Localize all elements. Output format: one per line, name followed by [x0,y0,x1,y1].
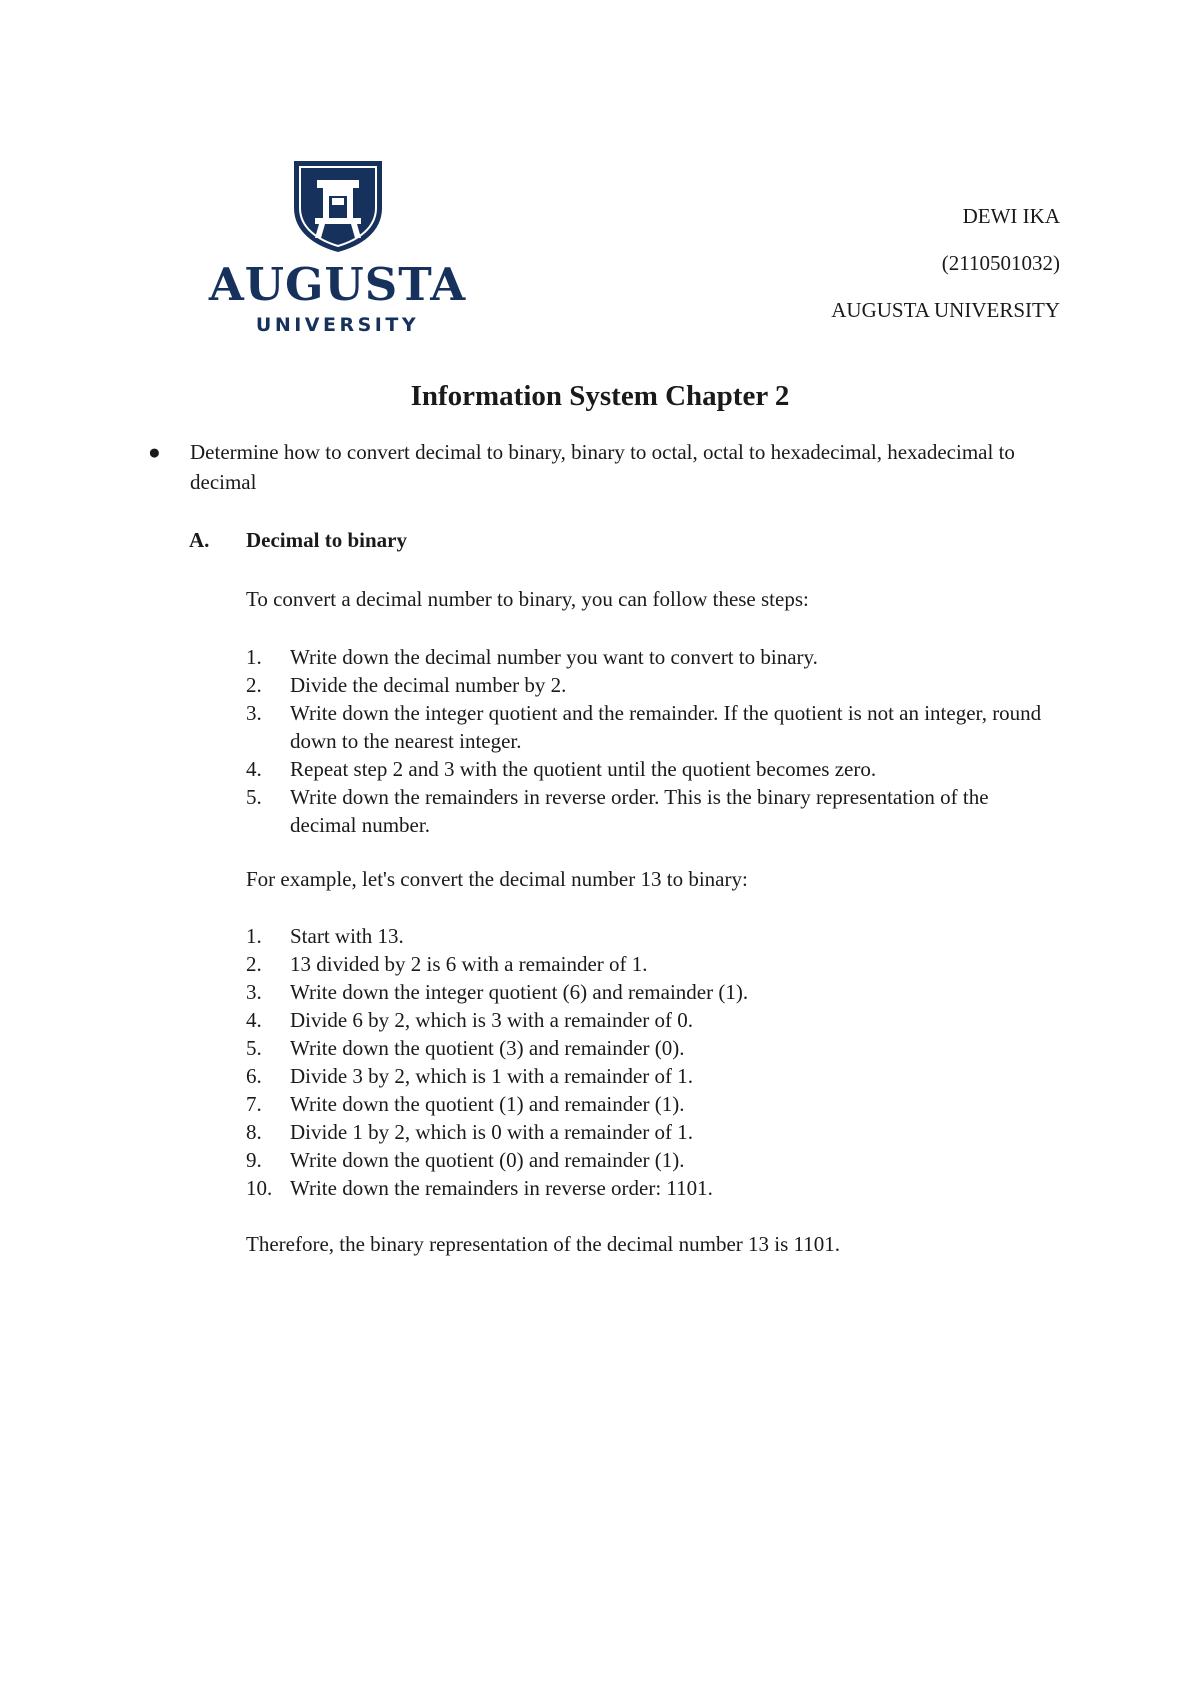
list-number: 5. [246,1036,262,1060]
list-number: 1. [246,645,262,669]
list-number: 2. [246,952,262,976]
list-item [246,783,1046,839]
list-number: 4. [246,757,262,781]
list-item [246,1146,1046,1174]
example-steps-list [246,922,1046,1202]
bullet-icon: ● [148,440,161,464]
page-title: Information System Chapter 2 [410,380,790,412]
list-text: Divide 3 by 2, which is 1 with a remainder of 1. [290,1064,693,1088]
list-text: Write down the quotient (3) and remainder (0). [290,1036,685,1060]
list-number: 2. [246,673,262,697]
list-text: Write down the quotient (0) and remainder (1). [290,1148,685,1172]
list-item [246,643,1046,671]
list-number: 4. [246,1008,262,1032]
list-text: Divide 1 by 2, which is 0 with a remainder of 1. [290,1120,693,1144]
intro-paragraph: To convert a decimal number to binary, you can follow these steps: [246,587,809,611]
author-name: DEWI IKA [962,204,1060,228]
list-text: Repeat step 2 and 3 with the quotient until the quotient becomes zero. [290,757,877,781]
list-text: Divide the decimal number by 2. [290,673,567,697]
list-number: 10. [246,1176,273,1200]
list-item [246,950,1046,978]
list-text: Write down the quotient (1) and remainder (1). [290,1092,685,1116]
section-letter: A. [189,528,210,552]
example-intro: For example, let's convert the decimal number 13 to binary: [246,867,748,891]
section-title: Decimal to binary [246,528,407,552]
author-info [831,193,1060,334]
author-university: AUGUSTA UNIVERSITY [831,298,1060,322]
list-text: Write down the remainders in reverse order: 1101. [290,1176,713,1200]
list-text: Write down the remainders in reverse order. This is the binary representation of the decimal number. [290,785,989,837]
logo-subtitle: UNIVERSITY [255,314,420,336]
list-number: 3. [246,701,262,725]
list-item [246,922,1046,950]
list-item [246,1006,1046,1034]
list-number: 9. [246,1148,262,1172]
list-item [246,1118,1046,1146]
bullet-text: Determine how to convert decimal to binary, binary to octal, octal to hexadecimal, hexadecimal to decimal [190,440,1015,494]
logo-wordmark: AUGUSTA [208,258,467,311]
list-text: Start with 13. [290,924,404,948]
list-item [246,671,1046,699]
list-text: Write down the integer quotient (6) and remainder (1). [290,980,749,1004]
list-item [246,699,1046,755]
section-heading [189,525,407,555]
list-text: Write down the integer quotient and the remainder. If the quotient is not an integer, round down to the nearest integer. [290,701,1042,753]
conclusion-paragraph: Therefore, the binary representation of the decimal number 13 is 1101. [246,1232,841,1256]
student-id: (2110501032) [941,251,1060,275]
list-item [246,1062,1046,1090]
university-logo [205,158,470,340]
list-number: 8. [246,1120,262,1144]
list-text: 13 divided by 2 is 6 with a remainder of 1. [290,952,648,976]
list-item [246,1034,1046,1062]
shield-icon [291,158,385,254]
list-number: 5. [246,785,262,809]
list-item [246,1174,1046,1202]
list-number: 7. [246,1092,262,1116]
list-text: Divide 6 by 2, which is 3 with a remainder of 0. [290,1008,693,1032]
list-text: Write down the decimal number you want to convert to binary. [290,645,818,669]
list-number: 1. [246,924,262,948]
list-number: 3. [246,980,262,1004]
list-item [246,978,1046,1006]
list-number: 6. [246,1064,262,1088]
steps-list [246,643,1046,839]
list-item [246,1090,1046,1118]
list-item [246,755,1046,783]
